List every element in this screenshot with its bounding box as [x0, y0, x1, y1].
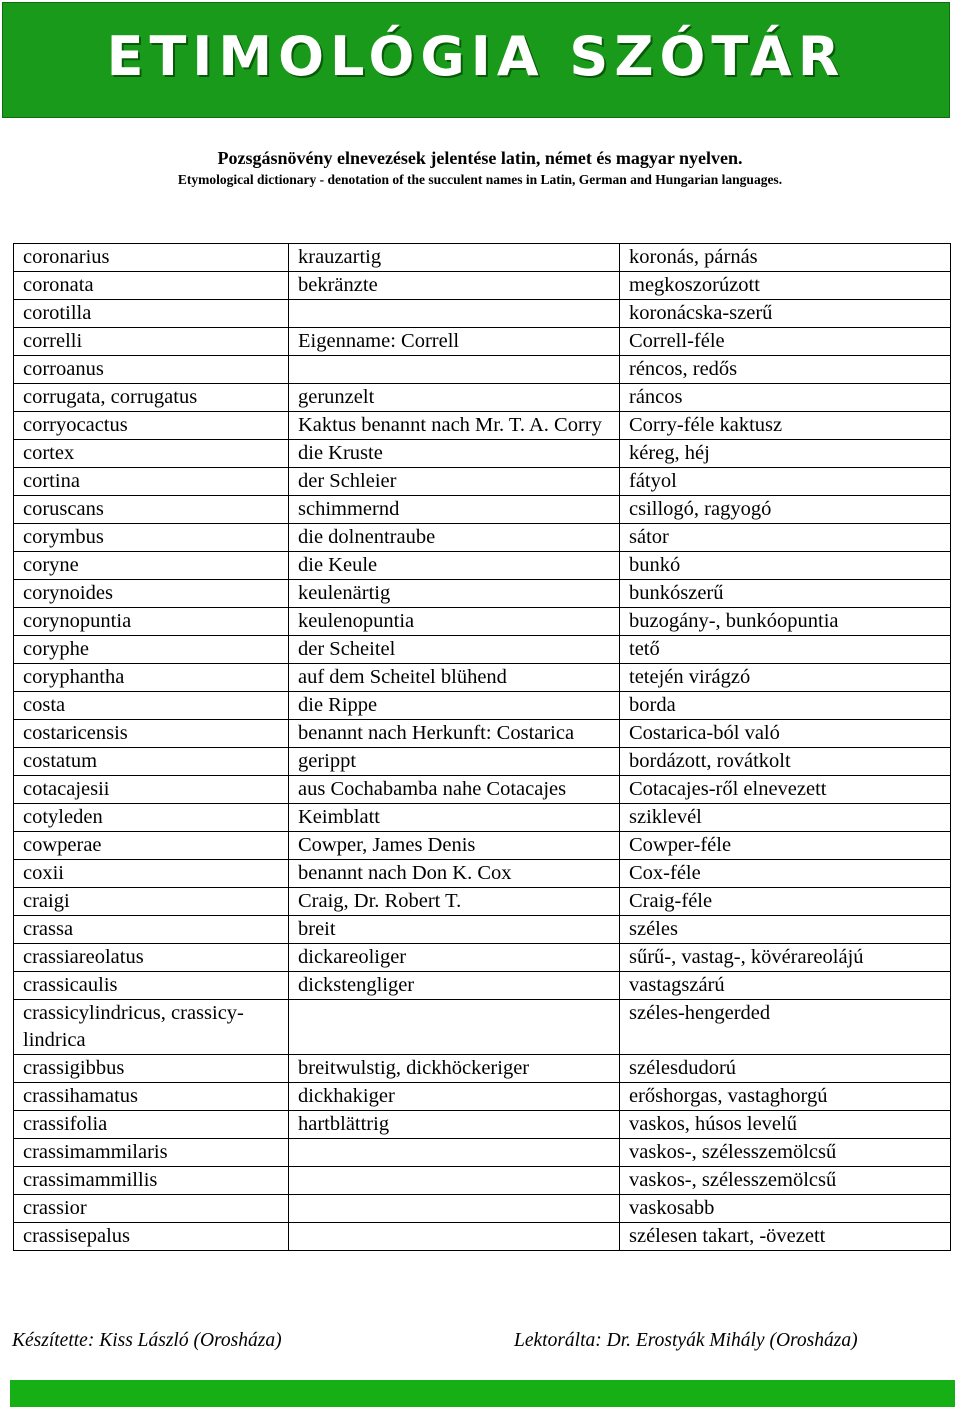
subtitle-hungarian: Pozsgásnövény elnevezések jelentése latin, német és magyar nyelven. [217, 148, 743, 168]
hungarian-cell: széles-hengerded [620, 1000, 951, 1055]
german-cell: die Keule [289, 552, 620, 580]
latin-cell: coronarius [14, 244, 289, 272]
hungarian-cell: Cotacajes-ről elnevezett [620, 776, 951, 804]
latin-cell: cowperae [14, 832, 289, 860]
hungarian-cell: vaskos, húsos levelű [620, 1111, 951, 1139]
german-cell: die dolnentraube [289, 524, 620, 552]
latin-cell: corryocactus [14, 412, 289, 440]
latin-cell: crassigibbus [14, 1055, 289, 1083]
german-cell: aus Cochabamba nahe Cotacajes [289, 776, 620, 804]
title-banner [2, 2, 950, 118]
german-cell: Kaktus benannt nach Mr. T. A. Corry [289, 412, 620, 440]
table-row [14, 720, 951, 748]
subtitle-english: Etymological dictionary - denotation of the succulent names in Latin, German and Hungarian languages. [177, 172, 783, 187]
author-credit: Készítette: Kiss László (Orosháza) [12, 1330, 282, 1351]
table-row [14, 1139, 951, 1167]
latin-cell: costaricensis [14, 720, 289, 748]
latin-cell: cortex [14, 440, 289, 468]
german-cell: benannt nach Herkunft: Costarica [289, 720, 620, 748]
latin-cell: corynoides [14, 580, 289, 608]
table-row [14, 608, 951, 636]
german-cell: Cowper, James Denis [289, 832, 620, 860]
table-row [14, 356, 951, 384]
german-cell: Keimblatt [289, 804, 620, 832]
latin-cell: costatum [14, 748, 289, 776]
table-row [14, 776, 951, 804]
latin-cell: crassimammillis [14, 1167, 289, 1195]
latin-cell: corymbus [14, 524, 289, 552]
dictionary-body [14, 244, 951, 1251]
latin-cell: crassa [14, 916, 289, 944]
hungarian-cell: Cowper-féle [620, 832, 951, 860]
latin-cell: cotyleden [14, 804, 289, 832]
table-row [14, 1223, 951, 1251]
german-cell: dickstengliger [289, 972, 620, 1000]
dictionary-table [13, 243, 951, 1251]
german-cell: Eigenname: Correll [289, 328, 620, 356]
table-row [14, 944, 951, 972]
hungarian-cell: kéreg, héj [620, 440, 951, 468]
page-title: ETIMOLÓGIA SZÓTÁR [106, 24, 846, 88]
german-cell: keulenärtig [289, 580, 620, 608]
table-row [14, 328, 951, 356]
latin-cell: coryne [14, 552, 289, 580]
latin-cell: coxii [14, 860, 289, 888]
table-row [14, 524, 951, 552]
hungarian-cell: fátyol [620, 468, 951, 496]
latin-cell: crassicylindricus, crassicy-lindrica [14, 1000, 289, 1055]
table-row [14, 804, 951, 832]
hungarian-cell: réncos, redős [620, 356, 951, 384]
german-cell: breit [289, 916, 620, 944]
table-row [14, 692, 951, 720]
latin-cell: coryphantha [14, 664, 289, 692]
table-row [14, 916, 951, 944]
german-cell [289, 1195, 620, 1223]
table-row [14, 664, 951, 692]
german-cell [289, 300, 620, 328]
hungarian-cell: bordázott, rovátkolt [620, 748, 951, 776]
latin-cell: coruscans [14, 496, 289, 524]
hungarian-cell: Costarica-ból való [620, 720, 951, 748]
hungarian-cell: tetején virágzó [620, 664, 951, 692]
hungarian-cell: szélesen takart, -övezett [620, 1223, 951, 1251]
hungarian-cell: széles [620, 916, 951, 944]
hungarian-cell: csillogó, ragyogó [620, 496, 951, 524]
german-cell: der Scheitel [289, 636, 620, 664]
latin-cell: cotacajesii [14, 776, 289, 804]
hungarian-cell: bunkószerű [620, 580, 951, 608]
german-cell: gerippt [289, 748, 620, 776]
hungarian-cell: Cox-féle [620, 860, 951, 888]
table-row [14, 440, 951, 468]
german-cell [289, 1000, 620, 1055]
latin-cell: crassicaulis [14, 972, 289, 1000]
table-row [14, 1195, 951, 1223]
hungarian-cell: erőshorgas, vastaghorgú [620, 1083, 951, 1111]
table-row [14, 636, 951, 664]
table-row [14, 888, 951, 916]
table-row [14, 1111, 951, 1139]
german-cell: Craig, Dr. Robert T. [289, 888, 620, 916]
hungarian-cell: Correll-féle [620, 328, 951, 356]
latin-cell: crassisepalus [14, 1223, 289, 1251]
latin-cell: crassiareolatus [14, 944, 289, 972]
hungarian-cell: Corry-féle kaktusz [620, 412, 951, 440]
table-row [14, 244, 951, 272]
hungarian-cell: megkoszorúzott [620, 272, 951, 300]
hungarian-cell: koronás, párnás [620, 244, 951, 272]
latin-cell: costa [14, 692, 289, 720]
latin-cell: coronata [14, 272, 289, 300]
german-cell: die Rippe [289, 692, 620, 720]
hungarian-cell: szélesdudorú [620, 1055, 951, 1083]
german-cell [289, 356, 620, 384]
german-cell: der Schleier [289, 468, 620, 496]
german-cell: gerunzelt [289, 384, 620, 412]
table-row [14, 496, 951, 524]
table-row [14, 1083, 951, 1111]
german-cell: benannt nach Don K. Cox [289, 860, 620, 888]
latin-cell: crassior [14, 1195, 289, 1223]
german-cell: keulenopuntia [289, 608, 620, 636]
german-cell: hartblättrig [289, 1111, 620, 1139]
reviewer-credit: Lektorálta: Dr. Erostyák Mihály (Orosháza) [514, 1330, 858, 1351]
german-cell: breitwulstig, dickhöckeriger [289, 1055, 620, 1083]
hungarian-cell: ráncos [620, 384, 951, 412]
german-cell: auf dem Scheitel blühend [289, 664, 620, 692]
hungarian-cell: sátor [620, 524, 951, 552]
german-cell: dickhakiger [289, 1083, 620, 1111]
german-cell [289, 1223, 620, 1251]
table-row [14, 1000, 951, 1055]
table-row [14, 748, 951, 776]
german-cell: dickareoliger [289, 944, 620, 972]
latin-cell: corroanus [14, 356, 289, 384]
german-cell: krauzartig [289, 244, 620, 272]
latin-cell: crassihamatus [14, 1083, 289, 1111]
latin-cell: corrugata, corrugatus [14, 384, 289, 412]
latin-cell: correlli [14, 328, 289, 356]
latin-cell: corynopuntia [14, 608, 289, 636]
table-row [14, 468, 951, 496]
table-row [14, 832, 951, 860]
hungarian-cell: sűrű-, vastag-, kövérareolájú [620, 944, 951, 972]
hungarian-cell: vaskos-, szélesszemölcsű [620, 1139, 951, 1167]
german-cell [289, 1139, 620, 1167]
latin-cell: coryphe [14, 636, 289, 664]
german-cell: die Kruste [289, 440, 620, 468]
table-row [14, 300, 951, 328]
hungarian-cell: buzogány-, bunkóopuntia [620, 608, 951, 636]
hungarian-cell: vaskos-, szélesszemölcsű [620, 1167, 951, 1195]
hungarian-cell: bunkó [620, 552, 951, 580]
hungarian-cell: koronácska-szerű [620, 300, 951, 328]
table-row [14, 552, 951, 580]
table-row [14, 580, 951, 608]
table-row [14, 384, 951, 412]
table-row [14, 1167, 951, 1195]
latin-cell: corotilla [14, 300, 289, 328]
hungarian-cell: vaskosabb [620, 1195, 951, 1223]
hungarian-cell: sziklevél [620, 804, 951, 832]
bottom-bar [10, 1380, 955, 1407]
latin-cell: crassimammilaris [14, 1139, 289, 1167]
table-row [14, 1055, 951, 1083]
latin-cell: crassifolia [14, 1111, 289, 1139]
table-row [14, 272, 951, 300]
hungarian-cell: borda [620, 692, 951, 720]
german-cell [289, 1167, 620, 1195]
table-row [14, 860, 951, 888]
table-row [14, 412, 951, 440]
latin-cell: craigi [14, 888, 289, 916]
german-cell: schimmernd [289, 496, 620, 524]
table-row [14, 972, 951, 1000]
latin-cell: cortina [14, 468, 289, 496]
hungarian-cell: vastagszárú [620, 972, 951, 1000]
german-cell: bekränzte [289, 272, 620, 300]
hungarian-cell: Craig-féle [620, 888, 951, 916]
hungarian-cell: tető [620, 636, 951, 664]
